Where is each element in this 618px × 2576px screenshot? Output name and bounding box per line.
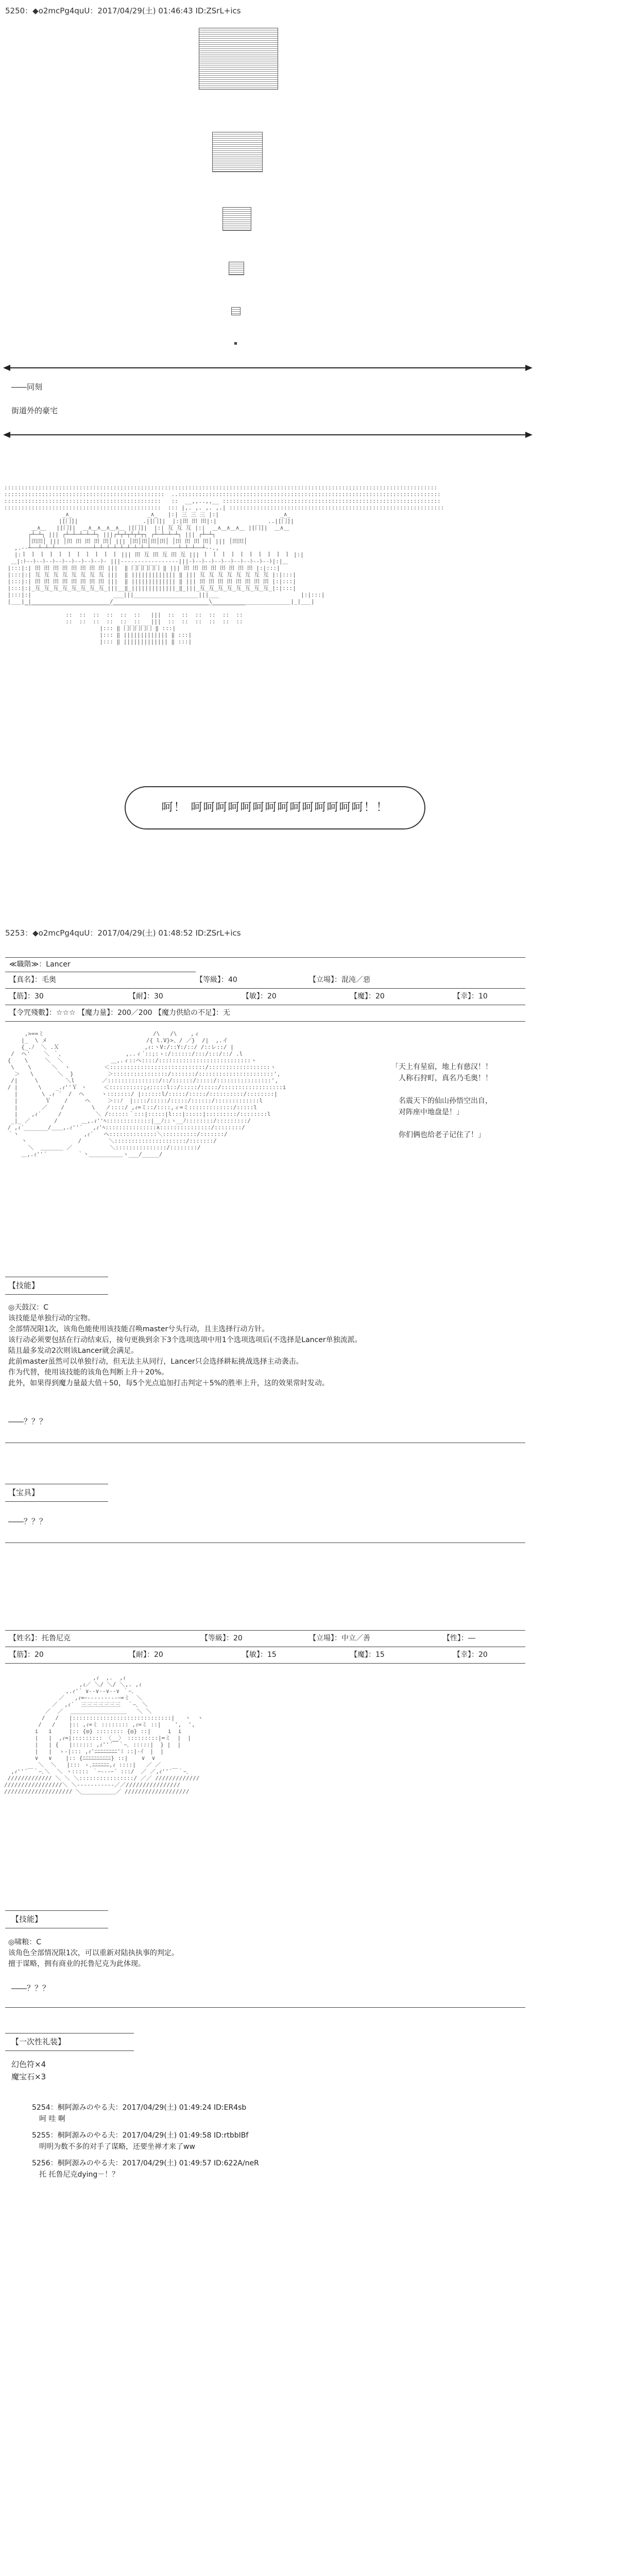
skill-line: 此前master虽然可以单独行动，但无法主从同行，Lancer只会选择耕耘挑战选择主动袭击。 — [8, 1358, 303, 1366]
master-name: 【姓名】：托鲁尼克 — [9, 1634, 71, 1642]
section-line — [5, 1294, 108, 1295]
stat-frame-line — [5, 1630, 525, 1631]
speech-line: 名震天下的仙山孙悟空出自， — [391, 1097, 492, 1105]
skill-line: ◎天鼓汉：C — [8, 1303, 48, 1312]
caption-time: ――同刻 — [11, 382, 43, 392]
skill-line: 该行动必须要包括在行动结束后，接句更换到余下3个选项选项中用1个选项选项后(不选择是Lancer单独流派。 — [8, 1336, 362, 1344]
skill-heading: 【技能】 — [8, 1281, 40, 1290]
speech-line: 对阵座中地盘是！」 — [391, 1108, 464, 1116]
skill-heading: 【技能】 — [11, 1914, 43, 1924]
speech-bubble: 呵！ 呵呵呵呵呵呵呵呵呵呵呵呵呵呵！！ — [125, 786, 425, 829]
master-skill-block — [8, 1937, 179, 1970]
noble-phantasm-heading: 【宝具】 — [8, 1488, 40, 1497]
command-seal-line: 【令咒殘數】：☆☆☆ 【魔力量】：200／200 【魔力供給の不足】：无 — [9, 1009, 230, 1017]
stat-end: 【耐】：30 — [129, 992, 163, 1001]
reply-body: 明明为数不多的对手了谋略，还要坐禅才来了ww — [32, 2143, 195, 2151]
skill-line: 该技能是单独行动的宝物。 — [8, 1314, 95, 1323]
fade-square-4 — [229, 262, 244, 275]
reply-body: 呵 哇 啊 — [32, 2115, 65, 2123]
fade-square-5 — [231, 307, 241, 315]
section-line — [5, 2007, 525, 2008]
stat-mag: 【魔】：20 — [350, 992, 385, 1001]
mansion-ascii-art: ::::::::::::::::::::::::::::::::::::::::::::::::::::::::::::::::::::::::::::::::::::::::::::::::::::::::::::::::::::::::::::::: ::::::::::::::::::::::::::::::::::::::::::::::: ..::::::::::::::::::::::::::::::::::::::::::::::::::::::::::::::::::::::::::::: :::::::::::::::::::::::::::::::::::::::::::::: :: __,,..,,__ :::::::::::::::::::::::::::::::::::::::::::::::::::::::::::::::: :::::::::::::::::::::::::::::::::::::::::::::: ::: |,. ,. ,. ,.| ::::::::::::::::::::::::::::::::::::::::::::::::::::::::::::::: _∧_ _∧_ |:| 三 三 三 |:| _∧_ |[冂]| .|[冂]| |:|田 田 田|:| ..|[冂]| ＿∧＿ |[冂]| ＿∧＿∧＿∧＿∧＿ |[冂]| |:| 互 互 互 |:| ＿∧＿∧＿∧＿ |[冂]| ＿∧＿ ┌┴─┴┐ ||| ┌┴─┴─┴─┴─┴┐ |||┌┴┬┴┬┴┬┴┬┐ ┌┴─┴─┴─┴┐ ||| ┌┴─┴┐ │田田│ ||| │田 田 田 田 田│ ||| │田│田│田│田│ │田 田 田 田│ ||| │田田│ ,.-‐┴──┴─┴─┴───────────┴─┴─┴─┴─┴─┴─┴─┴─┴────────┴─┴─┴──┴‐-., |:ｌ ｌ ｌ ｌ ｌ ｌ ｌ ｌ ｌ ｌ ｌ ||| 田 互 田 互 田 互 ||| ｌ ｌ ｌ ｌ ｌ ｌ ｌ ｌ ｌ ｌ |:| ＿|:ﾄ--ﾄ--ﾄ--ﾄ--ﾄ--ﾄ--ﾄ--ﾄ--ﾄ- |||‐‐‐‐‐‐‐‐‐‐‐‐‐‐‐‐‐|||-ﾄ--ﾄ--ﾄ--ﾄ--ﾄ--ﾄ--ﾄ--ﾄ--ﾄ|:|＿ |:::|:| 田 田 田 田 田 田 田 田 ||| ‖ 冂冂冂冂冂 ‖ ||| 田 田 田 田 田 田 田 田 |:|:::| |:::|:| 互 互 互 互 互 互 互 互 ||| ‖ ||||||||||||| ‖ ||| 互 互 互 互 互 互 互 互 |:|:::| |:::|:| 田 田 田 田 田 田 田 田 ||| ‖ ||||||||||||| ‖ ||| 田 田 田 田 田 田 田 田 |:|:::| |:::|:|_互_互_互_互_互_互_互_互_|||__‖_|||||||||||||_‖_|||_互_互_互_互_互_互_互_互_|:|:::| |:::|:| ___|||___________________|||___ |:|:::| |___|_|_______________________/____________________________\_______________________|_|___| ￣￣￣￣￣￣￣￣￣￣￣￣￣￣￣￣￣￣￣￣￣￣￣￣￣￣￣￣￣￣￣￣￣￣￣￣￣￣￣ :: :: :: :: :: :: ||| :: :: :: :: :: :: :: :: :: :: :: :: ||| :: :: :: :: :: :: |::: ‖ 冂冂冂冂冂 ‖ :::| |::: ‖ ||||||||||||| ‖ :::| |::: ‖ ||||||||||||| ‖ :::| — [4, 484, 444, 645]
stat-agi: 【敏】：20 — [242, 992, 277, 1001]
unknown-marks: ――？？？ — [8, 1517, 47, 1526]
section-line — [5, 1910, 108, 1911]
class-label: ≪職階≫：Lancer — [9, 960, 71, 969]
servant-level: 【等級】：40 — [196, 976, 237, 984]
master-ascii-art: ,ｨ ,. ,ｨ ,ｨ／ ＼/ ＼/ ＼,. ,ｨ ,.ｨ'´ ∨‐‐∨‐‐∨‐‐∨ ｀ｰ､ ／ ,ｨ=ｰ‐‐‐‐‐‐‐‐‐ｰ=ミ ＼ ／ ,ｨ´ 三三三三三三三 ｀ｰ､ ＼ ／ ／ ＿＿＿＿＿＿＿＿＿＿ ＼ ＼ / / |:::::::::::::::::::::::::::::| ヽ ヽ / / |:: ,ｨ=ミ :::::::: ,ｨ=ミ ::| ', ', i i |:: {◎} :::::::: {◎} ::| i i | | ,ｨ=|::::::::: 〈__〉 :::::::::|=ミ | | | | { |:::::: ,ｨ''´￣｀ｰ､ :::::| } | | | | ゝ-|::: ,ｨ'ﾆﾆﾆﾆﾆﾆﾆﾆ'ﾐ ::|-ｲ | | ∨ ∨ |:: {ﾆﾆﾆﾆﾆﾆﾆﾆﾆﾆ} ::| ∨ ∨ ＼ ＼ |::: ゝ､ﾆﾆﾆﾆﾆﾆ,ｨ ::::| ／ ／ ,ｨ''´￣｀ｰ､＼ ＼ ヽ::::: ｀ｰ‐‐‐ｰ´ :::/ ／ ／,ｨ''´￣｀ｰ､ ///////////// ＼ ＼ ＼::::::::::::::::/ ／／ ///////////// /////////////////＼ ＼‐‐‐‐‐‐‐‐‐‐‐／／//////////////// //////////////////// ＼＿＿＿＿＿＿／ /////////////////// — [4, 1674, 203, 1795]
stat-frame-line — [5, 1663, 525, 1664]
rule-arrow-left — [3, 365, 10, 371]
divider-rule — [10, 434, 525, 435]
stat-luk: 【幸】：10 — [453, 992, 488, 1001]
fade-dot — [234, 342, 237, 345]
rule-arrow-right — [525, 432, 533, 438]
speech-line: 「天上有星宿，地上有慈汉！！ — [391, 1063, 492, 1071]
item-heading: 【一次性礼装】 — [11, 2037, 66, 2046]
stat-end: 【耐】：20 — [129, 1651, 163, 1659]
stat-frame-line — [5, 988, 525, 989]
skill-block — [8, 1302, 362, 1389]
post-header: 5253：◆o2mcPg4quU：2017/04/29(土) 01:48:52 ID:ZSrL+ics — [5, 928, 241, 938]
stat-luk: 【幸】：20 — [453, 1651, 488, 1659]
stat-frame-line — [5, 1021, 525, 1022]
reply-header: 5255：桐阿源みのやる夫：2017/04/29(土) 01:49:58 ID:rtbbIBf — [32, 2131, 249, 2140]
reply-body: 托 托鲁尼克dying－！？ — [32, 2171, 119, 2179]
reply-list — [32, 2102, 259, 2180]
stat-agi: 【敏】：15 — [242, 1651, 277, 1659]
reply-header: 5254：桐阿源みのやる夫：2017/04/29(土) 01:49:24 ID:ER4sb — [32, 2104, 247, 2112]
post-header: 5250：◆o2mcPg4quU：2017/04/29(土) 01:46:43 ID:ZSrL+ics — [5, 6, 241, 15]
caption-place: 街道外的豪宅 — [11, 406, 58, 415]
master-alignment: 【立場】：中立／善 — [309, 1634, 370, 1642]
skill-line: ◎啸粮：C — [8, 1938, 41, 1946]
rule-arrow-right — [525, 365, 533, 371]
skill-line: 该角色全部情况限1次，可以重新对陆执执事的判定。 — [8, 1949, 179, 1957]
unknown-marks: ――？？？ — [8, 1417, 47, 1426]
stat-str: 【筋】：20 — [9, 1651, 44, 1659]
speech-line: 人称石狩町，真名乃毛奥！！ — [391, 1074, 492, 1082]
servant-alignment: 【立場】：混沌／惡 — [309, 976, 370, 984]
rule-arrow-left — [3, 432, 10, 438]
fade-square-1 — [199, 28, 278, 90]
stat-mag: 【魔】：15 — [350, 1651, 385, 1659]
fade-square-3 — [222, 207, 251, 231]
lancer-ascii-art: ,>==ミ /\ /\ ,ィ |_ \ メ /{ l.V}>、/ ／} /| ,.イ {_.ﾉ ＼ .Ｘ ,ｨ:ヽV:/::Y:/::/ /::レ::/ | / ヘ' ＼ ｀、 ,..ィ´::;:ゝ:/::::::/:::/:::/::/ .l { \ ＼ ＼ ＿,.ィ::ヘ::::/:::::::::::::::::::::::::::ヽ \ \ ＼ ヽ ＜::::::::::::::::::::::::::::/::::::::::::::::::ヽ ＞ \ ＼ } ＞::::::::::::::::/:::::::/::::::::::::::::::::::', /| \ ＼l ／:::::::::::::::/::/::::::/:::::/::::::::::::::::', / | \ _.ｨ''Ｙ ヽ ＜::::::::::;ｨ:::::l::/:::::/:::::/::::::::::::::::::i | \ .ｨ ´ / ヘ ヽ:::::::/ |::::::l/:::::/:::::/::::::::::/::::::::| | Ｙ / ヘ ＞::ﾉ |::::/:::::/:::::/::::::/:::::::::::::l | ／ / \ ノ::::/ ,ｨ=ミ::/::::,ィ=ミ:::::::::::::/:::::l | ,ｨ´ / ＼ /::::::｀:::|:::::|l:::|:::::|:::::::::/::::::::l _|_ ／ / ＿,.ｨ''ﾍ:::::::::::::|__ﾉ::ヽ__ﾉ::::::::/:::::::::/ / ,ｨ´_______/＿＿,.ｨ''´ ,ｨ'ﾍ:::::::::::::::∧:::::::::::::::/::::::::/ ｀丶 ,ｨ´ ヘ::::::::::::::＼::::::::::/:::::::/ 丶 / ＼:::::::::::::::::::::/:::::::/ ＼ ＿＿＿＿ ／ ＼:::::::::::::::/::::::::/ ＿,.ｨ''´ ｀丶＿＿＿＿＿＿ヽ___/_____/ — [7, 1030, 286, 1158]
speech-line: 你们俩也给老子记住了！」 — [391, 1131, 485, 1139]
master-level: 【等級】：20 — [201, 1634, 243, 1642]
stat-frame-line — [5, 957, 525, 958]
skill-line: 擅于谋略，拥有商业的托鲁尼克为此体现。 — [8, 1960, 145, 1968]
lancer-speech — [391, 1061, 492, 1141]
section-line — [5, 2050, 134, 2051]
skill-line: 全部情况限1次，该角色能使用该技能召唤master兮头行动，且主选择行动方针。 — [8, 1325, 269, 1333]
fade-square-2 — [212, 132, 263, 172]
unknown-marks: ――？？？ — [11, 1984, 50, 1993]
item-line: 幻色符×4 — [11, 2060, 46, 2069]
skill-line: 此外，如果得到魔力量最大值＋50，每5个光点追加打击判定＋5%的胜率上升，这的效果常时发动。 — [8, 1379, 329, 1387]
divider-rule — [10, 367, 525, 368]
item-line: 魔宝石×3 — [11, 2072, 46, 2081]
skill-line: 陆且最多发动2次则该Lancer就会满足。 — [8, 1347, 139, 1355]
section-line — [5, 1501, 108, 1502]
stat-str: 【筋】：30 — [9, 992, 44, 1001]
skill-line: 作为代替，使用该技能的该角色判断上升＋20%。 — [8, 1368, 169, 1377]
reply-header: 5256：桐阿源みのやる夫：2017/04/29(土) 01:49:57 ID:622A/neR — [32, 2159, 259, 2167]
master-extra: 【性】：― — [443, 1634, 475, 1642]
servant-name: 【真名】：毛奥 — [9, 976, 56, 984]
